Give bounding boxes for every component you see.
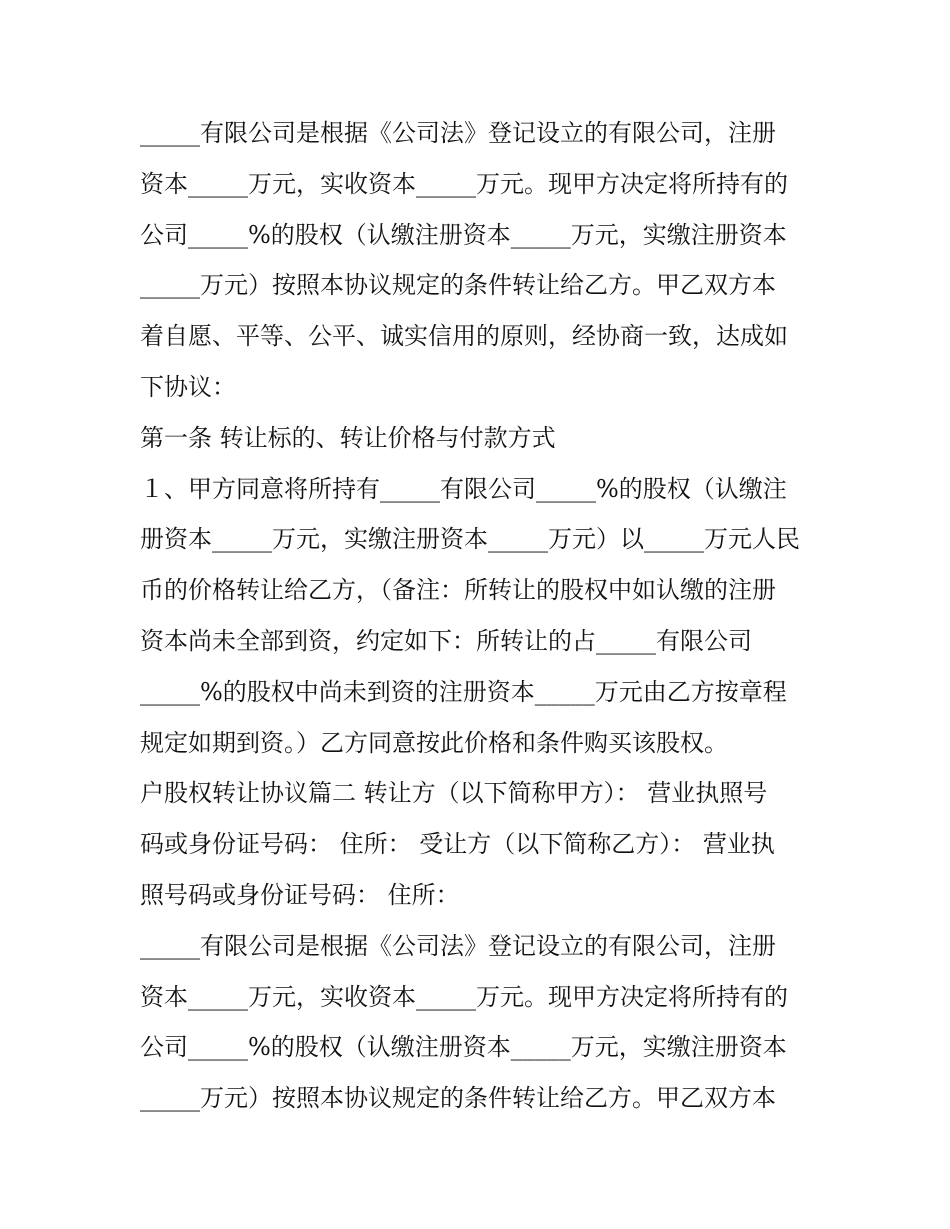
text-line: 下协议：	[140, 372, 236, 401]
text-line: _____万元）按照本协议规定的条件转让给乙方。甲乙双方本	[140, 271, 776, 300]
text-line: 资本_____万元，实收资本_____万元。现甲方决定将所持有的	[140, 982, 788, 1011]
text-line: 币的价格转让给乙方，（备注：所转让的股权中如认缴的注册	[140, 576, 776, 605]
text-line: 公司_____%的股权（认缴注册资本_____万元，实缴注册资本	[140, 220, 787, 249]
text-line: 规定如期到资。）乙方同意按此价格和条件购买该股权。	[140, 728, 728, 757]
text-line: 着自愿、平等、公平、诚实信用的原则，经协商一致，达成如	[140, 322, 788, 351]
text-line: _____有限公司是根据《公司法》登记设立的有限公司，注册	[140, 931, 776, 960]
text-line: 照号码或身份证号码： 住所：	[140, 880, 460, 909]
text-line: _____万元）按照本协议规定的条件转让给乙方。甲乙双方本	[140, 1084, 776, 1113]
text-line: _____有限公司是根据《公司法》登记设立的有限公司，注册	[140, 119, 776, 147]
text-line: 资本尚未全部到资，约定如下：所转让的占_____有限公司	[140, 626, 752, 655]
section-heading: 第一条 转让标的、转让价格与付款方式	[140, 423, 556, 452]
text-line: 码或身份证号码： 住所： 受让方（以下简称乙方）： 营业执	[140, 830, 775, 859]
document-body	[140, 108, 820, 1124]
text-line: 册资本_____万元，实缴注册资本_____万元）以_____万元人民	[140, 525, 800, 554]
text-line: 户股权转让协议篇二 转让方（以下简称甲方）： 营业执照号	[140, 779, 768, 808]
text-line: 资本_____万元，实收资本_____万元。现甲方决定将所持有的	[140, 169, 788, 198]
text-line: 公司_____%的股权（认缴注册资本_____万元，实缴注册资本	[140, 1033, 787, 1062]
text-line: _____%的股权中尚未到资的注册资本_____万元由乙方按章程	[140, 677, 787, 706]
text-line: １、甲方同意将所持有_____有限公司_____%的股权（认缴注	[140, 474, 787, 503]
